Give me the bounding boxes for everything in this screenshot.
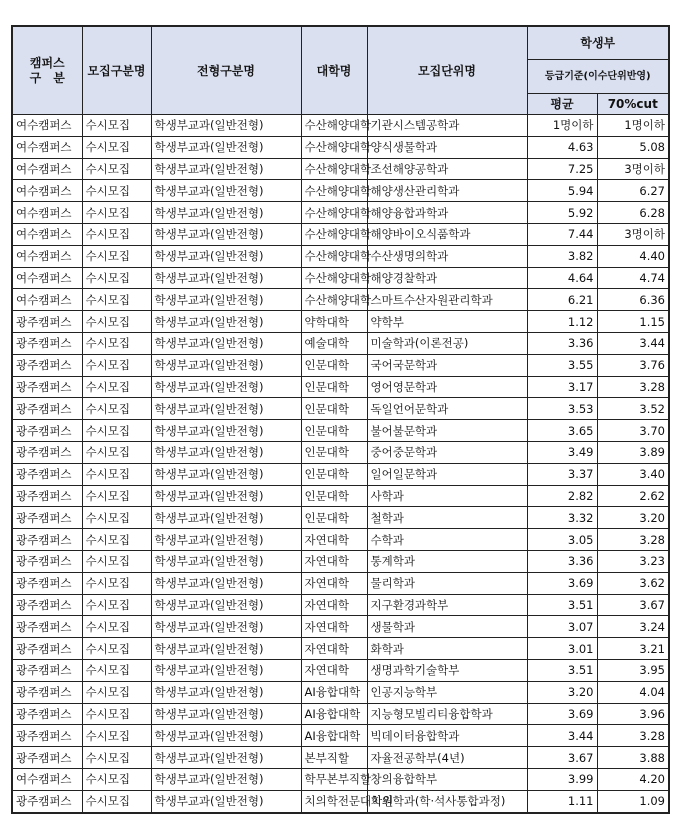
avg-cell: 6.21 (527, 289, 597, 311)
avg-cell: 3.69 (527, 572, 597, 594)
recruit-cell: 수시모집 (82, 441, 151, 463)
type-cell: 학생부교과(일반전형) (151, 115, 301, 137)
recruit-cell: 수시모집 (82, 572, 151, 594)
type-cell: 학생부교과(일반전형) (151, 289, 301, 311)
campus-cell: 여수캠퍼스 (12, 267, 82, 289)
unit-cell: 해양바이오식품학과 (367, 223, 527, 245)
type-cell: 학생부교과(일반전형) (151, 245, 301, 267)
cut70-cell: 1명이하 (597, 115, 669, 137)
campus-cell: 광주캠퍼스 (12, 638, 82, 660)
campus-cell: 광주캠퍼스 (12, 463, 82, 485)
header-type: 전형구분명 (151, 26, 301, 115)
avg-cell: 5.94 (527, 180, 597, 202)
college-cell: 인문대학 (301, 463, 367, 485)
college-cell: 수산해양대학 (301, 115, 367, 137)
table-row (12, 115, 669, 137)
avg-cell: 3.36 (527, 550, 597, 572)
college-cell: 수산해양대학 (301, 202, 367, 224)
table-row (12, 245, 669, 267)
type-cell: 학생부교과(일반전형) (151, 594, 301, 616)
cut70-cell: 3.21 (597, 638, 669, 660)
recruit-cell: 수시모집 (82, 245, 151, 267)
campus-cell: 광주캠퍼스 (12, 790, 82, 812)
type-cell: 학생부교과(일반전형) (151, 681, 301, 703)
college-cell: 인문대학 (301, 398, 367, 420)
avg-cell: 3.32 (527, 507, 597, 529)
header-college: 대학명 (301, 26, 367, 115)
recruit-cell: 수시모집 (82, 158, 151, 180)
college-cell: 자연대학 (301, 659, 367, 681)
campus-cell: 광주캠퍼스 (12, 659, 82, 681)
avg-cell: 3.07 (527, 616, 597, 638)
campus-cell: 여수캠퍼스 (12, 245, 82, 267)
college-cell: 예술대학 (301, 332, 367, 354)
campus-cell: 광주캠퍼스 (12, 420, 82, 442)
type-cell: 학생부교과(일반전형) (151, 790, 301, 812)
unit-cell: 미술학과(이론전공) (367, 332, 527, 354)
table-row (12, 681, 669, 703)
type-cell: 학생부교과(일반전형) (151, 311, 301, 333)
table-row (12, 202, 669, 224)
campus-cell: 광주캠퍼스 (12, 703, 82, 725)
table-row (12, 420, 669, 442)
header-unit: 모집단위명 (367, 26, 527, 115)
avg-cell: 3.51 (527, 659, 597, 681)
campus-cell: 여수캠퍼스 (12, 202, 82, 224)
table-body (12, 115, 669, 813)
campus-cell: 광주캠퍼스 (12, 311, 82, 333)
unit-cell: 물리학과 (367, 572, 527, 594)
cut70-cell: 3.28 (597, 529, 669, 551)
cut70-cell: 3.67 (597, 594, 669, 616)
cut70-cell: 4.04 (597, 681, 669, 703)
type-cell: 학생부교과(일반전형) (151, 332, 301, 354)
college-cell: AI융합대학 (301, 703, 367, 725)
cut70-cell: 3.62 (597, 572, 669, 594)
table-row (12, 550, 669, 572)
campus-cell: 여수캠퍼스 (12, 115, 82, 137)
table-row (12, 311, 669, 333)
campus-cell: 광주캠퍼스 (12, 441, 82, 463)
header-cut70: 70%cut (597, 94, 669, 115)
college-cell: 인문대학 (301, 376, 367, 398)
table-row (12, 158, 669, 180)
campus-cell: 여수캠퍼스 (12, 768, 82, 790)
recruit-cell: 수시모집 (82, 202, 151, 224)
recruit-cell: 수시모집 (82, 136, 151, 158)
unit-cell: 해양경찰학과 (367, 267, 527, 289)
recruit-cell: 수시모집 (82, 398, 151, 420)
college-cell: 자연대학 (301, 572, 367, 594)
unit-cell: 독일언어문학과 (367, 398, 527, 420)
table-row (12, 659, 669, 681)
table-row (12, 529, 669, 551)
recruit-cell: 수시모집 (82, 463, 151, 485)
campus-cell: 여수캠퍼스 (12, 136, 82, 158)
table-row (12, 747, 669, 769)
unit-cell: 빅데이터융합학과 (367, 725, 527, 747)
unit-cell: 지능형모빌리티융합학과 (367, 703, 527, 725)
avg-cell: 3.37 (527, 463, 597, 485)
type-cell: 학생부교과(일반전형) (151, 463, 301, 485)
table-row (12, 463, 669, 485)
campus-cell: 여수캠퍼스 (12, 289, 82, 311)
campus-cell: 광주캠퍼스 (12, 376, 82, 398)
college-cell: 인문대학 (301, 441, 367, 463)
cut70-cell: 6.28 (597, 202, 669, 224)
type-cell: 학생부교과(일반전형) (151, 354, 301, 376)
recruit-cell: 수시모집 (82, 550, 151, 572)
recruit-cell: 수시모집 (82, 485, 151, 507)
table-row (12, 180, 669, 202)
unit-cell: 자율전공학부(4년) (367, 747, 527, 769)
unit-cell: 해양융합과학과 (367, 202, 527, 224)
avg-cell: 3.55 (527, 354, 597, 376)
avg-cell: 3.99 (527, 768, 597, 790)
unit-cell: 화학과 (367, 638, 527, 660)
recruit-cell: 수시모집 (82, 420, 151, 442)
unit-cell: 영어영문학과 (367, 376, 527, 398)
cut70-cell: 3.76 (597, 354, 669, 376)
type-cell: 학생부교과(일반전형) (151, 550, 301, 572)
table-row (12, 289, 669, 311)
cut70-cell: 3.70 (597, 420, 669, 442)
recruit-cell: 수시모집 (82, 332, 151, 354)
campus-cell: 광주캠퍼스 (12, 681, 82, 703)
college-cell: 자연대학 (301, 550, 367, 572)
campus-cell: 광주캠퍼스 (12, 485, 82, 507)
unit-cell: 수학과 (367, 529, 527, 551)
header-campus: 캠퍼스 구 분 (12, 26, 82, 115)
unit-cell: 생명과학기술학부 (367, 659, 527, 681)
header-grade-basis: 등급기준(이수단위반영) (527, 60, 669, 94)
table-row (12, 136, 669, 158)
cut70-cell: 4.20 (597, 768, 669, 790)
recruit-cell: 수시모집 (82, 725, 151, 747)
unit-cell: 치의학과(학·석사통합과정) (367, 790, 527, 812)
table-row (12, 354, 669, 376)
avg-cell: 3.36 (527, 332, 597, 354)
table-row (12, 485, 669, 507)
cut70-cell: 2.62 (597, 485, 669, 507)
recruit-cell: 수시모집 (82, 638, 151, 660)
avg-cell: 3.53 (527, 398, 597, 420)
cut70-cell: 3.44 (597, 332, 669, 354)
cut70-cell: 3.95 (597, 659, 669, 681)
cut70-cell: 6.27 (597, 180, 669, 202)
recruit-cell: 수시모집 (82, 747, 151, 769)
cut70-cell: 3.52 (597, 398, 669, 420)
type-cell: 학생부교과(일반전형) (151, 725, 301, 747)
cut70-cell: 3.96 (597, 703, 669, 725)
campus-cell: 여수캠퍼스 (12, 223, 82, 245)
type-cell: 학생부교과(일반전형) (151, 638, 301, 660)
type-cell: 학생부교과(일반전형) (151, 202, 301, 224)
table-row (12, 507, 669, 529)
avg-cell: 3.69 (527, 703, 597, 725)
college-cell: AI융합대학 (301, 725, 367, 747)
recruit-cell: 수시모집 (82, 376, 151, 398)
cut70-cell: 1.09 (597, 790, 669, 812)
cut70-cell: 3.88 (597, 747, 669, 769)
type-cell: 학생부교과(일반전형) (151, 616, 301, 638)
type-cell: 학생부교과(일반전형) (151, 180, 301, 202)
college-cell: 수산해양대학 (301, 245, 367, 267)
unit-cell: 철학과 (367, 507, 527, 529)
college-cell: 수산해양대학 (301, 180, 367, 202)
header-recruit: 모집구분명 (82, 26, 151, 115)
avg-cell: 3.67 (527, 747, 597, 769)
campus-cell: 광주캠퍼스 (12, 332, 82, 354)
recruit-cell: 수시모집 (82, 616, 151, 638)
table-row (12, 572, 669, 594)
table-row (12, 332, 669, 354)
college-cell: 자연대학 (301, 594, 367, 616)
campus-cell: 여수캠퍼스 (12, 158, 82, 180)
unit-cell: 스마트수산자원관리학과 (367, 289, 527, 311)
type-cell: 학생부교과(일반전형) (151, 376, 301, 398)
table-row (12, 223, 669, 245)
avg-cell: 1.11 (527, 790, 597, 812)
unit-cell: 생물학과 (367, 616, 527, 638)
cut70-cell: 3.28 (597, 376, 669, 398)
recruit-cell: 수시모집 (82, 768, 151, 790)
recruit-cell: 수시모집 (82, 594, 151, 616)
unit-cell: 양식생물학과 (367, 136, 527, 158)
cut70-cell: 3명이하 (597, 158, 669, 180)
college-cell: 수산해양대학 (301, 136, 367, 158)
avg-cell: 3.82 (527, 245, 597, 267)
avg-cell: 1.12 (527, 311, 597, 333)
type-cell: 학생부교과(일반전형) (151, 158, 301, 180)
unit-cell: 지구환경과학부 (367, 594, 527, 616)
college-cell: 약학대학 (301, 311, 367, 333)
college-cell: 본부직할 (301, 747, 367, 769)
header-record: 학생부 (527, 26, 669, 60)
unit-cell: 약학부 (367, 311, 527, 333)
type-cell: 학생부교과(일반전형) (151, 768, 301, 790)
avg-cell: 3.51 (527, 594, 597, 616)
table-row (12, 768, 669, 790)
table-row (12, 376, 669, 398)
recruit-cell: 수시모집 (82, 267, 151, 289)
unit-cell: 불어불문학과 (367, 420, 527, 442)
table-row (12, 790, 669, 812)
type-cell: 학생부교과(일반전형) (151, 485, 301, 507)
college-cell: 수산해양대학 (301, 158, 367, 180)
recruit-cell: 수시모집 (82, 659, 151, 681)
unit-cell: 창의융합학부 (367, 768, 527, 790)
recruit-cell: 수시모집 (82, 115, 151, 137)
recruit-cell: 수시모집 (82, 529, 151, 551)
type-cell: 학생부교과(일반전형) (151, 659, 301, 681)
campus-cell: 광주캠퍼스 (12, 529, 82, 551)
recruit-cell: 수시모집 (82, 180, 151, 202)
table-header (12, 26, 669, 115)
cut70-cell: 3명이하 (597, 223, 669, 245)
campus-cell: 광주캠퍼스 (12, 550, 82, 572)
campus-cell: 광주캠퍼스 (12, 616, 82, 638)
campus-cell: 광주캠퍼스 (12, 725, 82, 747)
recruit-cell: 수시모집 (82, 311, 151, 333)
avg-cell: 3.49 (527, 441, 597, 463)
avg-cell: 3.20 (527, 681, 597, 703)
avg-cell: 5.92 (527, 202, 597, 224)
unit-cell: 기관시스템공학과 (367, 115, 527, 137)
avg-cell: 4.64 (527, 267, 597, 289)
type-cell: 학생부교과(일반전형) (151, 398, 301, 420)
college-cell: 수산해양대학 (301, 289, 367, 311)
avg-cell: 2.82 (527, 485, 597, 507)
type-cell: 학생부교과(일반전형) (151, 267, 301, 289)
header-avg: 평균 (527, 94, 597, 115)
college-cell: 자연대학 (301, 616, 367, 638)
cut70-cell: 3.20 (597, 507, 669, 529)
campus-cell: 광주캠퍼스 (12, 398, 82, 420)
campus-cell: 광주캠퍼스 (12, 354, 82, 376)
avg-cell: 3.65 (527, 420, 597, 442)
cut70-cell: 3.23 (597, 550, 669, 572)
unit-cell: 국어국문학과 (367, 354, 527, 376)
type-cell: 학생부교과(일반전형) (151, 529, 301, 551)
college-cell: 인문대학 (301, 485, 367, 507)
college-cell: 치의학전문대학원 (301, 790, 367, 812)
college-cell: 인문대학 (301, 507, 367, 529)
type-cell: 학생부교과(일반전형) (151, 441, 301, 463)
college-cell: 수산해양대학 (301, 223, 367, 245)
table-row (12, 398, 669, 420)
cut70-cell: 4.74 (597, 267, 669, 289)
avg-cell: 3.17 (527, 376, 597, 398)
type-cell: 학생부교과(일반전형) (151, 507, 301, 529)
cut70-cell: 1.15 (597, 311, 669, 333)
unit-cell: 일어일문학과 (367, 463, 527, 485)
avg-cell: 3.01 (527, 638, 597, 660)
table-row (12, 616, 669, 638)
recruit-cell: 수시모집 (82, 681, 151, 703)
recruit-cell: 수시모집 (82, 703, 151, 725)
college-cell: 자연대학 (301, 638, 367, 660)
table-row (12, 638, 669, 660)
cut70-cell: 3.28 (597, 725, 669, 747)
college-cell: AI융합대학 (301, 681, 367, 703)
unit-cell: 해양생산관리학과 (367, 180, 527, 202)
campus-cell: 광주캠퍼스 (12, 594, 82, 616)
avg-cell: 4.63 (527, 136, 597, 158)
cut70-cell: 6.36 (597, 289, 669, 311)
avg-cell: 1명이하 (527, 115, 597, 137)
type-cell: 학생부교과(일반전형) (151, 572, 301, 594)
table-row (12, 267, 669, 289)
unit-cell: 사학과 (367, 485, 527, 507)
recruit-cell: 수시모집 (82, 289, 151, 311)
recruit-cell: 수시모집 (82, 354, 151, 376)
college-cell: 자연대학 (301, 529, 367, 551)
recruit-cell: 수시모집 (82, 223, 151, 245)
admission-results-table (11, 25, 670, 814)
recruit-cell: 수시모집 (82, 507, 151, 529)
unit-cell: 중어중문학과 (367, 441, 527, 463)
type-cell: 학생부교과(일반전형) (151, 223, 301, 245)
type-cell: 학생부교과(일반전형) (151, 703, 301, 725)
avg-cell: 3.44 (527, 725, 597, 747)
table-row (12, 594, 669, 616)
campus-cell: 광주캠퍼스 (12, 507, 82, 529)
campus-cell: 광주캠퍼스 (12, 747, 82, 769)
cut70-cell: 3.24 (597, 616, 669, 638)
cut70-cell: 5.08 (597, 136, 669, 158)
college-cell: 인문대학 (301, 420, 367, 442)
avg-cell: 7.25 (527, 158, 597, 180)
college-cell: 수산해양대학 (301, 267, 367, 289)
unit-cell: 통계학과 (367, 550, 527, 572)
avg-cell: 7.44 (527, 223, 597, 245)
type-cell: 학생부교과(일반전형) (151, 420, 301, 442)
unit-cell: 수산생명의학과 (367, 245, 527, 267)
cut70-cell: 3.40 (597, 463, 669, 485)
recruit-cell: 수시모집 (82, 790, 151, 812)
campus-cell: 여수캠퍼스 (12, 180, 82, 202)
unit-cell: 인공지능학부 (367, 681, 527, 703)
cut70-cell: 4.40 (597, 245, 669, 267)
type-cell: 학생부교과(일반전형) (151, 747, 301, 769)
college-cell: 인문대학 (301, 354, 367, 376)
college-cell: 학무본부직할 (301, 768, 367, 790)
campus-cell: 광주캠퍼스 (12, 572, 82, 594)
table-row (12, 441, 669, 463)
type-cell: 학생부교과(일반전형) (151, 136, 301, 158)
avg-cell: 3.05 (527, 529, 597, 551)
unit-cell: 조선해양공학과 (367, 158, 527, 180)
cut70-cell: 3.89 (597, 441, 669, 463)
table-row (12, 725, 669, 747)
table-row (12, 703, 669, 725)
